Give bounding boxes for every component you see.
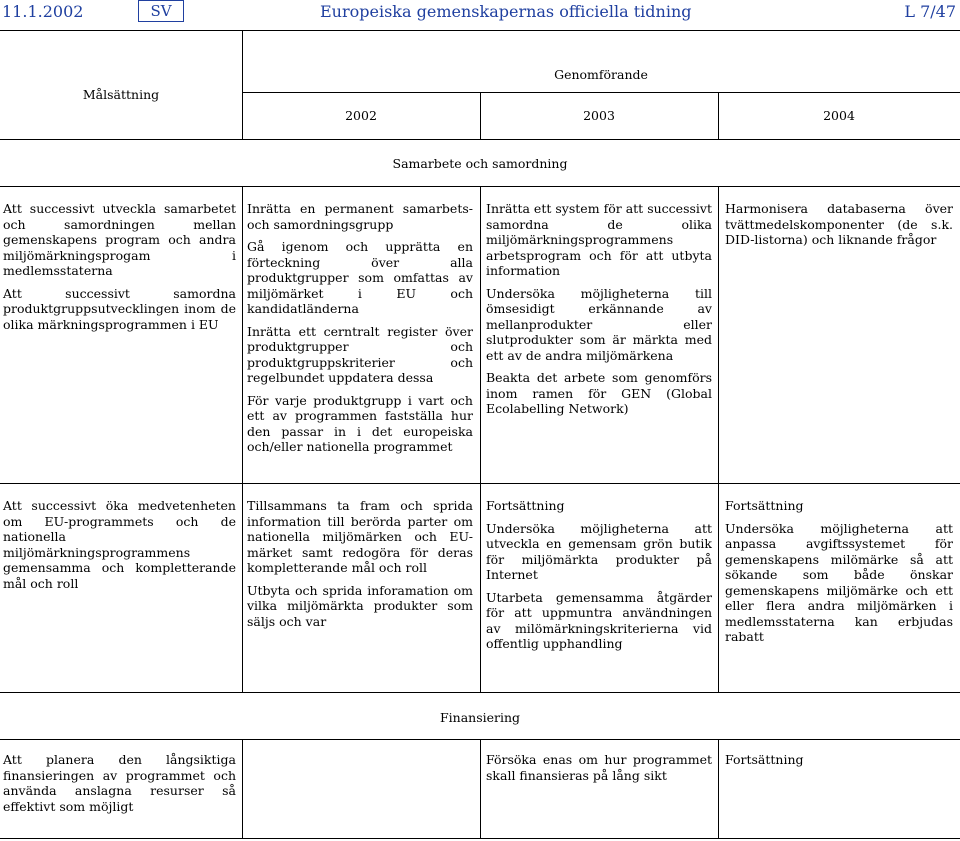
row1-2004-text-1: Harmonisera databaserna över tvättmedelskomponenter (de s.k. DID-listorna) och liknande frågor [725, 201, 953, 247]
header-date: 11.1.2002 [2, 2, 84, 21]
vline-row1-c [718, 186, 719, 483]
row3-goal-cell [3, 752, 236, 814]
rule-years [0, 139, 960, 140]
vline-row2-a [242, 483, 243, 692]
row3-2004-text-1: Fortsättning [725, 752, 804, 767]
header-journal-title: Europeiska gemenskapernas officiella tidning [320, 2, 692, 21]
vline-row3-a [242, 739, 243, 838]
row1-2003-text-3: Beakta det arbete som genomförs inom ramen för GEN (Global Ecolabelling Network) [486, 370, 712, 416]
header-page-number: L 7/47 [904, 2, 956, 21]
vline-row2-b [480, 483, 481, 692]
row1-2002-text-1: Inrätta en permanent samarbets- och samordningsgrupp [247, 201, 473, 232]
row2-goal-text-1: Att successivt öka medvetenheten om EU-programmets och de nationella miljömärkningsprogrammens gemensamma och kompletterande mål och roll [3, 498, 236, 591]
row1-2003-text-1: Inrätta ett system för att successivt samordna de olika miljömärkningsprogrammens arbetsprogram och för att utbyta information [486, 201, 712, 278]
row2-2004-text-1: Fortsättning [725, 498, 804, 513]
header-language-box: SV [138, 0, 184, 22]
year-header-2003: 2003 [583, 108, 615, 123]
row2-2004-text-2: Undersöka möjligheterna att anpassa avgiftssystemet för gemenskapens milömärke så att sökande som både önskar gemenskapens miljömärke och ett eller flera andra miljömärken i medlemsstaterna kan erbjudas rabatt [725, 520, 953, 644]
year-header-2004: 2004 [823, 108, 855, 123]
row3-goal-text-1: Att planera den långsiktiga finansieringen av programmet och använda anslagna resurser så effektivt som möjligt [3, 752, 236, 814]
column-header-goal: Målsättning [82, 87, 160, 102]
row2-2002-text-1: Tillsammans ta fram och sprida information till berörda parter om nationella miljömärken och EU-märket samt redogöra för deras kompletterande mål och roll [247, 498, 473, 575]
row2-2003-cell [486, 498, 712, 652]
row1-2002-text-2: Gå igenom och upprätta en förteckning över alla produktgrupper som omfattas av miljömärket i EU och kandidatländerna [247, 239, 473, 316]
vline-row3-b [480, 739, 481, 838]
row3-2003-text-1: Försöka enas om hur programmet skall finansieras på lång sikt [486, 752, 712, 783]
row2-2003-text-1: Fortsättning [486, 498, 565, 513]
rule-table-top [0, 30, 960, 31]
section-header-financing: Finansiering [439, 710, 521, 725]
row2-2004-cell [725, 498, 953, 645]
section-header-cooperation: Samarbete och samordning [392, 156, 568, 171]
page-header [0, 0, 960, 26]
row1-2002-text-3: Inrätta ett cerntralt register över produktgrupper och produktgruppskriterier och regelbundet uppdatera dessa [247, 323, 473, 385]
row1-2002-cell [247, 201, 473, 455]
vline-row1-b [480, 186, 481, 483]
row1-2003-text-2: Undersöka möjligheterna till ömsesidigt erkännande av mellanprodukter eller slutprodukter som är märkta med ett av de andra miljömärkena [486, 285, 712, 363]
row1-2004-cell [725, 201, 953, 248]
row2-2003-text-2: Undersöka möjligheterna att utveckla en gemensam grön butik för miljömärkta produkter på Internet [486, 520, 712, 582]
row2-2002-text-2: Utbyta och sprida inforamation om vilka miljömärkta produkter som säljs och var [247, 582, 473, 629]
vline-row2-c [718, 483, 719, 692]
row3-2004-cell [725, 752, 953, 768]
row1-2003-cell [486, 201, 712, 417]
row1-goal-text-2: Att successivt samordna produktgruppsutvecklingen inom de olika märkningsprogrammen i EU [3, 285, 236, 332]
row2-2003-text-3: Utarbeta gemensamma åtgärder för att uppmuntra användningen av milömärkningskriterierna vid offentlig upphandling [486, 589, 712, 651]
year-header-2002: 2002 [345, 108, 377, 123]
vline-row1-a [242, 186, 243, 483]
row2-2002-cell [247, 498, 473, 629]
rule-impl-header [242, 92, 960, 93]
rule-table-bottom [0, 838, 960, 839]
row3-2003-cell [486, 752, 712, 783]
row1-goal-text-1: Att successivt utveckla samarbetet och samordningen mellan gemenskapens program och andra miljömärkningsprogam i medlemsstaterna [3, 201, 236, 278]
vline-row3-c [718, 739, 719, 838]
rule-row-2 [0, 692, 960, 693]
row1-2002-text-4: För varje produktgrupp i vart och ett av programmen fastställa hur den passar in i det europeiska och/eller nationella programmet [247, 392, 473, 454]
row2-goal-cell [3, 498, 236, 591]
row1-goal-cell [3, 201, 236, 332]
column-header-implementation: Genomförande [554, 67, 648, 82]
